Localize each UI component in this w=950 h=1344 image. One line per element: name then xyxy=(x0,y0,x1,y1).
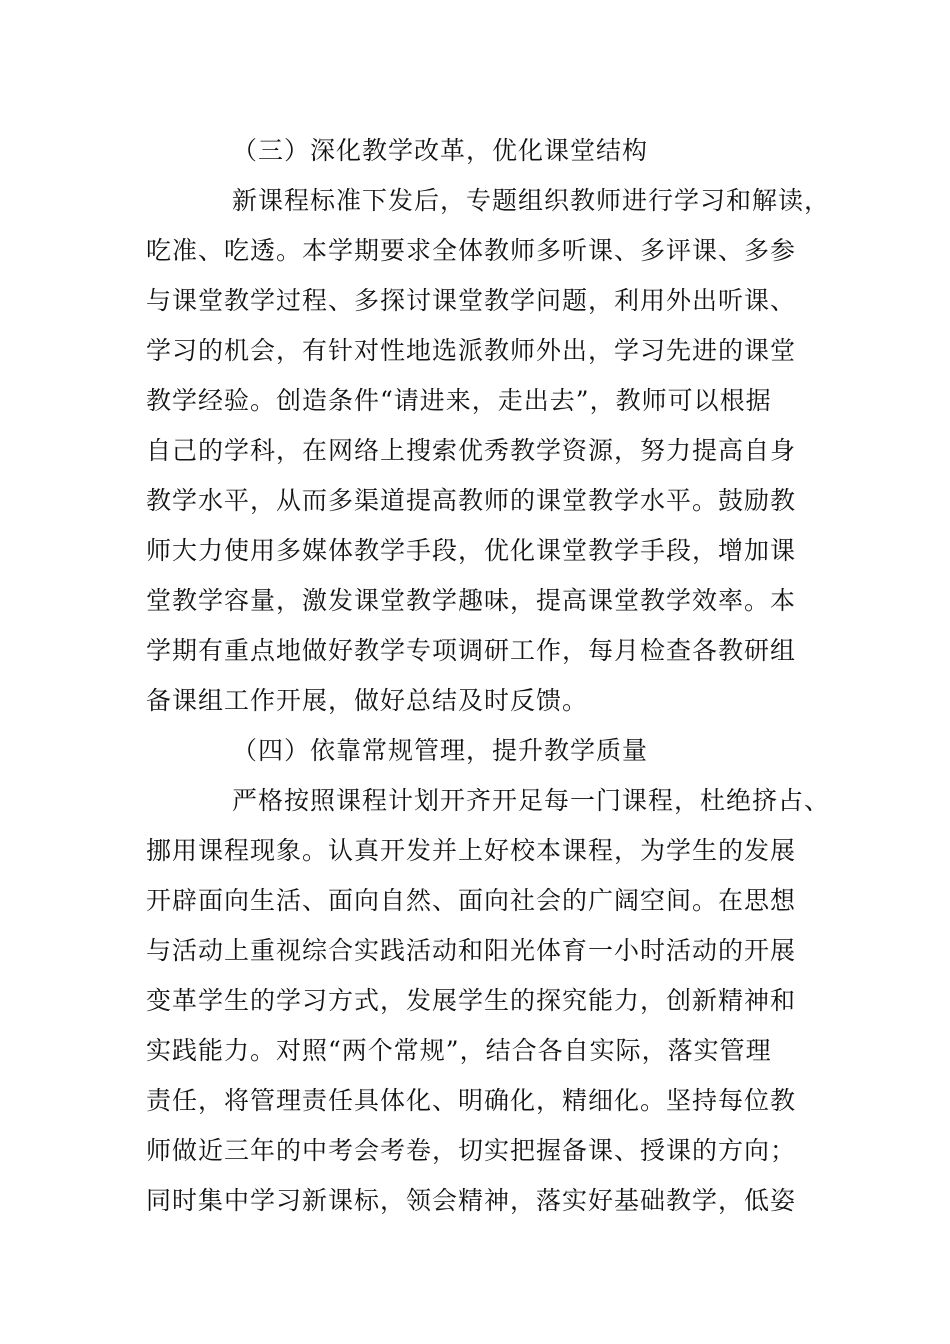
section-heading: （四）依靠常规管理，提升教学质量 xyxy=(232,736,649,765)
paragraph-line: 责任，将管理责任具体化、明确化，精细化。坚持每位教 xyxy=(146,1086,797,1115)
paragraph-line: 实践能力。对照“两个常规”，结合各自实际，落实管理 xyxy=(146,1036,772,1065)
paragraph-line: 堂教学容量，激发课堂教学趣味，提高课堂教学效率。本 xyxy=(146,586,797,615)
paragraph-line: 新课程标准下发后，专题组织教师进行学习和解读， xyxy=(232,186,831,215)
paragraph-line: 自己的学科，在网络上搜索优秀教学资源，努力提高自身 xyxy=(146,436,797,465)
section-heading: （三）深化教学改革，优化课堂结构 xyxy=(232,136,649,165)
paragraph-line: 师大力使用多媒体教学手段，优化课堂教学手段，增加课 xyxy=(146,536,797,565)
paragraph-line: 与活动上重视综合实践活动和阳光体育一小时活动的开展 xyxy=(146,936,797,965)
paragraph-line: 挪用课程现象。认真开发并上好校本课程，为学生的发展 xyxy=(146,836,797,865)
paragraph-line: 教学经验。创造条件“请进来，走出去”，教师可以根据 xyxy=(146,386,772,415)
paragraph-line: 吃准、吃透。本学期要求全体教师多听课、多评课、多参 xyxy=(146,236,797,265)
paragraph-line: 学期有重点地做好教学专项调研工作，每月检查各教研组 xyxy=(146,636,797,665)
paragraph-line: 开辟面向生活、面向自然、面向社会的广阔空间。在思想 xyxy=(146,886,797,915)
paragraph-line: 变革学生的学习方式，发展学生的探究能力，创新精神和 xyxy=(146,986,797,1015)
paragraph-line: 备课组工作开展，做好总结及时反馈。 xyxy=(146,686,589,715)
paragraph-line: 同时集中学习新课标，领会精神，落实好基础教学，低姿 xyxy=(146,1186,797,1215)
paragraph-line: 严格按照课程计划开齐开足每一门课程，杜绝挤占、 xyxy=(232,786,831,815)
paragraph-line: 学习的机会，有针对性地选派教师外出，学习先进的课堂 xyxy=(146,336,797,365)
document-body xyxy=(146,126,836,1226)
paragraph-line: 师做近三年的中考会考卷，切实把握备课、授课的方向； xyxy=(146,1136,797,1165)
paragraph-line: 与课堂教学过程、多探讨课堂教学问题，利用外出听课、 xyxy=(146,286,797,315)
paragraph-line: 教学水平，从而多渠道提高教师的课堂教学水平。鼓励教 xyxy=(146,486,797,515)
